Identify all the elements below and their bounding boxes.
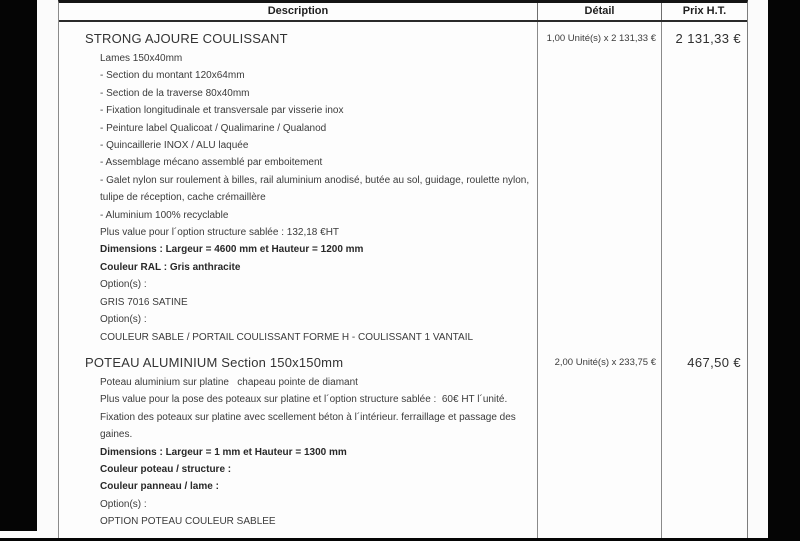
description-line: Option(s) : xyxy=(100,498,147,510)
scan-black-border-left xyxy=(0,0,37,531)
description-line: Couleur panneau / lame : xyxy=(100,481,219,493)
column-header-description: Description xyxy=(267,5,329,17)
detail-cell: 1,00 Unité(s) x 2 131,33 € xyxy=(537,22,661,346)
description-line: - Assemblage mécano assemblé par emboitement xyxy=(100,157,323,169)
description-line: - Section de la traverse 80x40mm xyxy=(100,87,250,99)
description-line: GRIS 7016 SATINE xyxy=(100,296,188,308)
detail-cell: 2,00 Unité(s) x 233,75 € xyxy=(537,346,661,538)
column-header-detail: Détail xyxy=(537,3,661,20)
description-line: Dimensions : Largeur = 4600 mm et Hauteur = 1200 mm xyxy=(100,244,364,256)
description-line: COULEUR SABLE / PORTAIL COULISSANT FORME H - COULISSANT 1 VANTAIL xyxy=(100,331,474,343)
description-line: - Aluminium 100% recyclable xyxy=(100,209,229,221)
description-line: - Fixation longitudinale et transversale par visserie inox xyxy=(100,105,344,117)
description-line: Couleur poteau / structure : xyxy=(100,463,232,475)
description-line: - Peinture label Qualicoat / Qualimarine / Qualanod xyxy=(100,122,327,134)
description-cell xyxy=(59,346,537,538)
column-header-price: Prix H.T. xyxy=(661,3,747,20)
table-header-row xyxy=(59,3,747,22)
description-line: OPTION POTEAU COULEUR SABLEE xyxy=(100,516,276,528)
table-row xyxy=(59,346,747,538)
description-line: - Galet nylon sur roulement à billes, rail aluminium anodisé, butée au sol, guidage, roulette nylon, xyxy=(100,174,530,186)
description-line: Plus value pour l´option structure sablée : 132,18 €HT xyxy=(100,227,340,239)
description-line: Option(s) : xyxy=(100,314,147,326)
item-title: STRONG AJOURE COULISSANT xyxy=(85,31,288,46)
scan-black-border-right xyxy=(768,0,800,541)
description-line: Couleur RAL : Gris anthracite xyxy=(100,261,241,273)
description-line: - Quincaillerie INOX / ALU laquée xyxy=(100,140,249,152)
quote-table xyxy=(58,0,748,538)
description-cell xyxy=(59,22,537,346)
price-cell: 2 131,33 € xyxy=(661,22,747,346)
description-line: Fixation des poteaux sur platine avec scellement béton à l´intérieur. ferraillage et passage des xyxy=(100,411,516,423)
description-line: Poteau aluminium sur platine chapeau pointe de diamant xyxy=(100,376,358,388)
description-line: Plus value pour la pose des poteaux sur platine et l´option structure sablée : 60€ HT l´unité. xyxy=(100,394,508,406)
description-line: Option(s) : xyxy=(100,279,147,291)
table-row xyxy=(59,22,747,346)
description-line: - Section du montant 120x64mm xyxy=(100,70,245,82)
price-cell: 467,50 € xyxy=(661,346,747,538)
description-line: Dimensions : Largeur = 1 mm et Hauteur = 1300 mm xyxy=(100,446,347,458)
table-body xyxy=(59,22,747,538)
description-line: tulipe de réception, cache crémaillère xyxy=(100,192,266,204)
description-line: gaines. xyxy=(100,429,133,441)
description-line: Lames 150x40mm xyxy=(100,53,183,64)
item-title: POTEAU ALUMINIUM Section 150x150mm xyxy=(85,354,344,370)
